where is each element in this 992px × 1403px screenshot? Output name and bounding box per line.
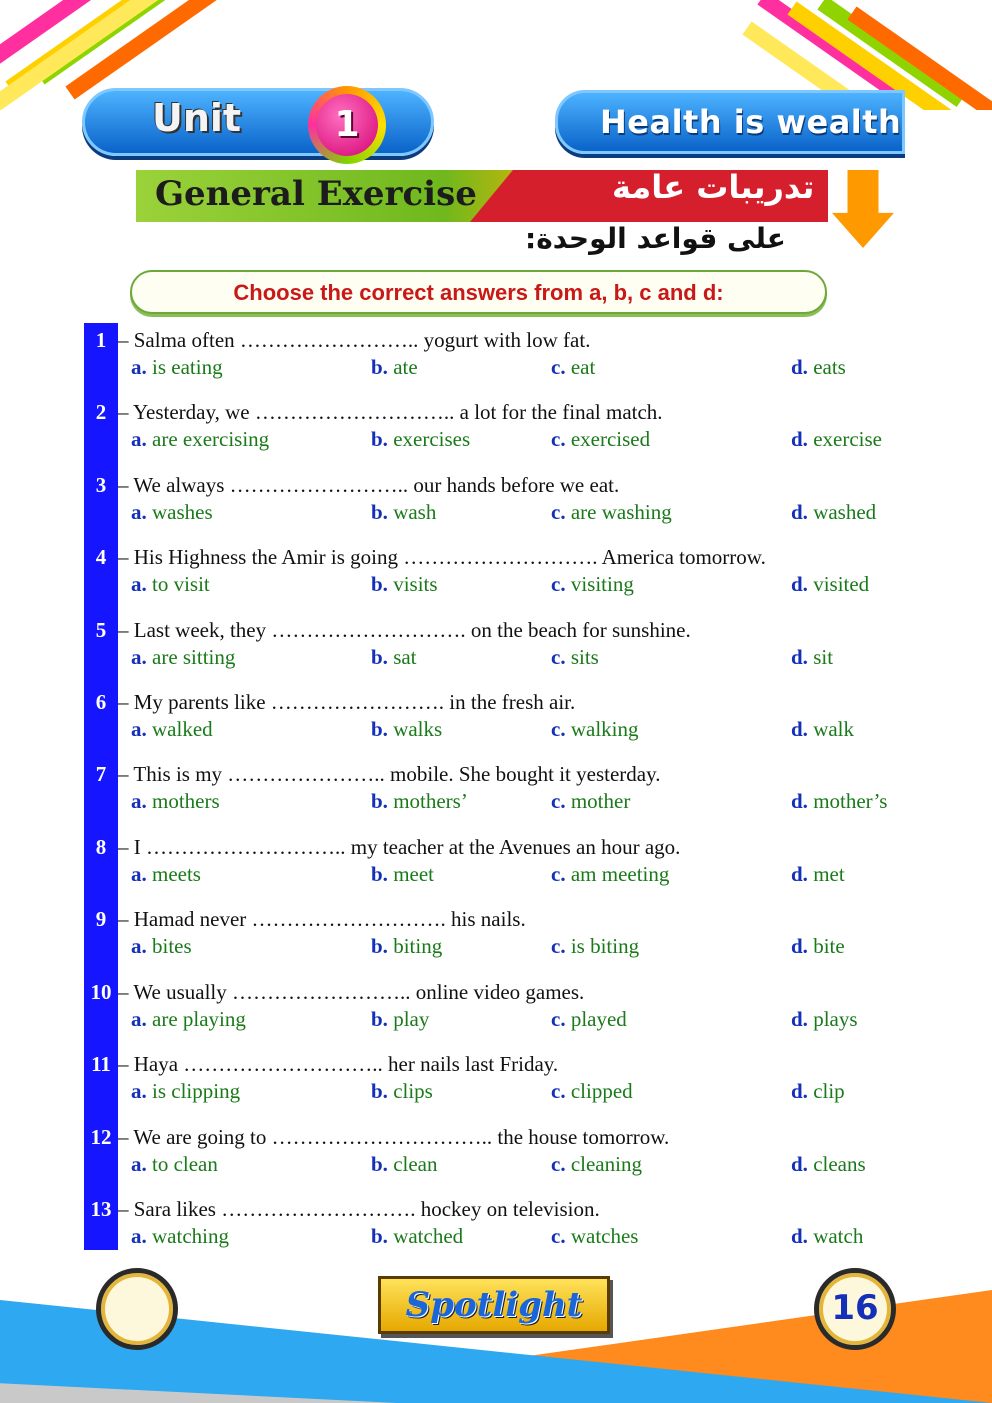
option-b[interactable]: b. visits <box>371 572 438 596</box>
option-c[interactable]: c. cleaning <box>551 1152 642 1176</box>
footer-circle-left <box>96 1268 178 1350</box>
option-b[interactable]: b. mothers’ <box>371 789 468 813</box>
general-exercise-title: General Exercise <box>155 174 477 214</box>
spotlight-logo-text: Spotlight <box>405 1285 583 1325</box>
general-exercise-title-arabic: تدريبات عامة <box>612 168 815 206</box>
spotlight-logo <box>378 1276 610 1334</box>
option-d[interactable]: d. plays <box>791 1007 858 1031</box>
question-number: 13 <box>90 1197 112 1221</box>
option-d[interactable]: d. cleans <box>791 1152 866 1176</box>
option-d[interactable]: d. mother’s <box>791 789 888 813</box>
question-stem: – My parents like ……………………. in the fresh air. <box>118 690 576 714</box>
option-a[interactable]: a. to visit <box>131 572 210 596</box>
option-a[interactable]: a. is eating <box>131 355 223 379</box>
option-a[interactable]: a. are playing <box>131 1007 246 1031</box>
unit-title: Health is wealth <box>600 103 902 141</box>
question-stem: – This is my ………………….. mobile. She bought it yesterday. <box>118 762 661 786</box>
instruction-text: Choose the correct answers from a, b, c and d: <box>233 280 724 305</box>
question-stem: – Haya ……………………….. her nails last Friday. <box>118 1052 559 1076</box>
option-a[interactable]: a. walked <box>131 717 213 741</box>
question-number: 10 <box>90 980 112 1004</box>
option-a[interactable]: a. to clean <box>131 1152 218 1176</box>
option-b[interactable]: b. ate <box>371 355 418 379</box>
option-c[interactable]: c. walking <box>551 717 639 741</box>
question-stem: – His Highness the Amir is going ………………………. America tomorrow. <box>118 545 766 569</box>
question-6 <box>84 688 924 748</box>
option-c[interactable]: c. am meeting <box>551 862 670 886</box>
option-b[interactable]: b. wash <box>371 500 437 524</box>
option-b[interactable]: b. meet <box>371 862 434 886</box>
question-2 <box>84 398 924 458</box>
option-b[interactable]: b. watched <box>371 1224 464 1248</box>
unit-label: Unit <box>152 96 242 140</box>
arrow-down-icon <box>832 170 894 248</box>
option-b[interactable]: b. exercises <box>371 427 471 451</box>
question-number: 3 <box>95 473 107 497</box>
option-c[interactable]: c. are washing <box>551 500 672 524</box>
option-c[interactable]: c. clipped <box>551 1079 633 1103</box>
option-d[interactable]: d. sit <box>791 645 834 669</box>
question-stem: – Sara likes ………………………. hockey on television. <box>118 1197 600 1221</box>
option-a[interactable]: a. mothers <box>131 789 220 813</box>
option-a[interactable]: a. washes <box>131 500 213 524</box>
option-d[interactable]: d. exercise <box>791 427 882 451</box>
question-1 <box>84 326 924 386</box>
question-number: 4 <box>95 545 107 569</box>
option-a[interactable]: a. bites <box>131 934 192 958</box>
question-stem: – Last week, they ………………………. on the beach for sunshine. <box>118 618 691 642</box>
question-number: 7 <box>95 762 107 786</box>
option-d[interactable]: d. eats <box>791 355 846 379</box>
option-c[interactable]: c. visiting <box>551 572 634 596</box>
option-d[interactable]: d. watch <box>791 1224 864 1248</box>
question-number: 9 <box>95 907 107 931</box>
option-d[interactable]: d. visited <box>791 572 870 596</box>
option-a[interactable]: a. is clipping <box>131 1079 241 1103</box>
instruction-pill <box>130 270 827 314</box>
question-number: 12 <box>90 1125 112 1149</box>
option-d[interactable]: d. washed <box>791 500 877 524</box>
question-stem: – We always …………………….. our hands before we eat. <box>118 473 620 497</box>
question-stem: – We are going to ………………………….. the house tomorrow. <box>118 1125 670 1149</box>
option-c[interactable]: c. exercised <box>551 427 651 451</box>
question-number: 6 <box>95 690 107 714</box>
question-9 <box>84 905 924 965</box>
option-c[interactable]: c. mother <box>551 789 631 813</box>
option-b[interactable]: b. biting <box>371 934 443 958</box>
option-c[interactable]: c. played <box>551 1007 627 1031</box>
question-3 <box>84 471 924 531</box>
question-10 <box>84 978 924 1038</box>
option-a[interactable]: a. are sitting <box>131 645 236 669</box>
option-b[interactable]: b. clips <box>371 1079 433 1103</box>
option-c[interactable]: c. eat <box>551 355 596 379</box>
option-b[interactable]: b. play <box>371 1007 430 1031</box>
question-stem: – I ……………………….. my teacher at the Avenues an hour ago. <box>118 835 681 859</box>
question-8 <box>84 833 924 893</box>
question-stem: – Hamad never ………………………. his nails. <box>118 907 526 931</box>
unit-number-badge: 1 <box>316 94 378 156</box>
question-stem: – Salma often …………………….. yogurt with low fat. <box>118 328 591 352</box>
question-number: 1 <box>95 328 107 352</box>
question-5 <box>84 616 924 676</box>
option-d[interactable]: d. walk <box>791 717 855 741</box>
question-number: 5 <box>95 618 107 642</box>
question-stem: – We usually …………………….. online video games. <box>118 980 585 1004</box>
question-11 <box>84 1050 924 1110</box>
question-7 <box>84 760 924 820</box>
question-13 <box>84 1195 924 1255</box>
option-d[interactable]: d. met <box>791 862 845 886</box>
question-number: 8 <box>95 835 107 859</box>
option-d[interactable]: d. bite <box>791 934 845 958</box>
option-d[interactable]: d. clip <box>791 1079 845 1103</box>
unit-grammar-subtitle-arabic: على قواعد الوحدة: <box>525 222 786 255</box>
question-stem: – Yesterday, we ……………………….. a lot for the final match. <box>118 400 663 424</box>
question-number: 11 <box>91 1052 111 1076</box>
page-number: 16 <box>831 1288 879 1328</box>
question-12 <box>84 1123 924 1183</box>
option-a[interactable]: a. meets <box>131 862 201 886</box>
question-4 <box>84 543 924 603</box>
option-c[interactable]: c. watches <box>551 1224 639 1248</box>
option-b[interactable]: b. sat <box>371 645 417 669</box>
option-b[interactable]: b. clean <box>371 1152 438 1176</box>
option-a[interactable]: a. are exercising <box>131 427 270 451</box>
option-c[interactable]: c. sits <box>551 645 599 669</box>
option-a[interactable]: a. watching <box>131 1224 229 1248</box>
option-c[interactable]: c. is biting <box>551 934 640 958</box>
option-b[interactable]: b. walks <box>371 717 443 741</box>
question-number: 2 <box>95 400 107 424</box>
